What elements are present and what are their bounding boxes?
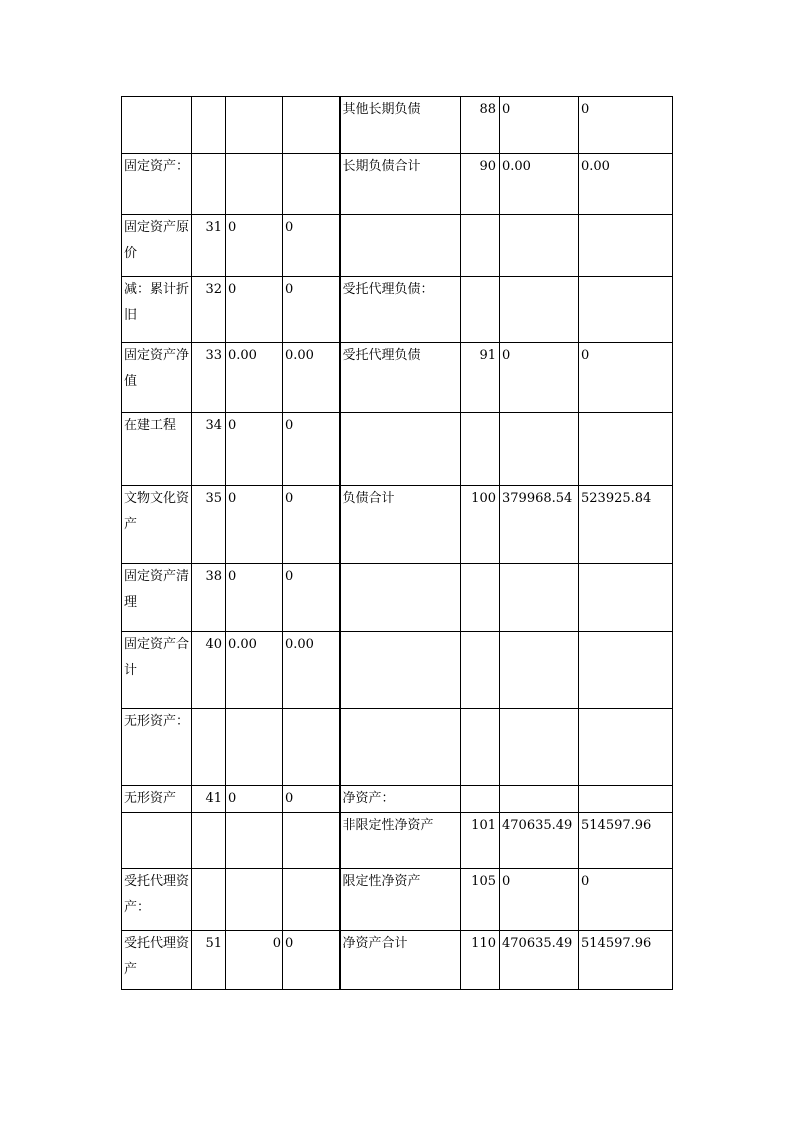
left-end-value bbox=[283, 709, 340, 786]
left-item-name: 固定资产净值 bbox=[122, 343, 192, 413]
table-row bbox=[122, 413, 673, 486]
right-begin-value: 379968.54 bbox=[500, 486, 579, 564]
right-line-no bbox=[461, 564, 500, 632]
left-begin-value: 0 bbox=[226, 931, 283, 990]
right-begin-value bbox=[500, 709, 579, 786]
left-end-value: 0 bbox=[283, 486, 340, 564]
left-end-value bbox=[283, 869, 340, 931]
right-end-value bbox=[579, 413, 673, 486]
table-row bbox=[122, 97, 673, 154]
left-line-no: 41 bbox=[192, 786, 226, 813]
left-end-value: 0 bbox=[283, 564, 340, 632]
table-row bbox=[122, 709, 673, 786]
right-end-value: 0 bbox=[579, 97, 673, 154]
right-line-no: 91 bbox=[461, 343, 500, 413]
right-item-name: 负债合计 bbox=[340, 486, 461, 564]
right-end-value: 0 bbox=[579, 343, 673, 413]
left-begin-value: 0 bbox=[226, 564, 283, 632]
table-row bbox=[122, 869, 673, 931]
left-begin-value: 0.00 bbox=[226, 343, 283, 413]
right-end-value bbox=[579, 632, 673, 709]
table-row bbox=[122, 632, 673, 709]
right-line-no: 90 bbox=[461, 154, 500, 215]
left-item-name bbox=[122, 813, 192, 869]
left-begin-value bbox=[226, 154, 283, 215]
right-line-no bbox=[461, 709, 500, 786]
left-begin-value: 0 bbox=[226, 486, 283, 564]
left-item-name bbox=[122, 97, 192, 154]
right-item-name: 长期负债合计 bbox=[340, 154, 461, 215]
left-end-value: 0 bbox=[283, 931, 340, 990]
table-row bbox=[122, 486, 673, 564]
left-begin-value bbox=[226, 813, 283, 869]
left-begin-value bbox=[226, 869, 283, 931]
right-line-no: 110 bbox=[461, 931, 500, 990]
table-row bbox=[122, 813, 673, 869]
left-line-no: 31 bbox=[192, 215, 226, 277]
left-item-name: 无形资产 bbox=[122, 786, 192, 813]
left-item-name: 固定资产： bbox=[122, 154, 192, 215]
table-row bbox=[122, 786, 673, 813]
balance-sheet-table bbox=[121, 96, 673, 990]
right-end-value: 523925.84 bbox=[579, 486, 673, 564]
left-item-name: 受托代理资产： bbox=[122, 869, 192, 931]
left-end-value: 0.00 bbox=[283, 343, 340, 413]
left-end-value: 0 bbox=[283, 277, 340, 343]
left-line-no bbox=[192, 97, 226, 154]
table-row bbox=[122, 931, 673, 990]
right-begin-value: 0 bbox=[500, 97, 579, 154]
right-begin-value: 470635.49 bbox=[500, 931, 579, 990]
right-begin-value bbox=[500, 277, 579, 343]
table-row bbox=[122, 343, 673, 413]
right-begin-value bbox=[500, 632, 579, 709]
right-end-value bbox=[579, 277, 673, 343]
table-row bbox=[122, 564, 673, 632]
left-begin-value: 0.00 bbox=[226, 632, 283, 709]
right-line-no: 100 bbox=[461, 486, 500, 564]
right-item-name: 净资产： bbox=[340, 786, 461, 813]
right-line-no bbox=[461, 413, 500, 486]
left-begin-value: 0 bbox=[226, 215, 283, 277]
right-item-name bbox=[340, 564, 461, 632]
left-line-no: 33 bbox=[192, 343, 226, 413]
right-item-name bbox=[340, 413, 461, 486]
left-item-name: 在建工程 bbox=[122, 413, 192, 486]
right-line-no bbox=[461, 632, 500, 709]
left-begin-value bbox=[226, 97, 283, 154]
right-item-name: 受托代理负债： bbox=[340, 277, 461, 343]
right-end-value: 514597.96 bbox=[579, 813, 673, 869]
left-line-no: 51 bbox=[192, 931, 226, 990]
left-line-no: 40 bbox=[192, 632, 226, 709]
right-begin-value: 0 bbox=[500, 343, 579, 413]
right-begin-value bbox=[500, 786, 579, 813]
right-end-value bbox=[579, 564, 673, 632]
left-end-value: 0 bbox=[283, 413, 340, 486]
left-end-value bbox=[283, 97, 340, 154]
left-line-no: 34 bbox=[192, 413, 226, 486]
left-item-name: 无形资产： bbox=[122, 709, 192, 786]
table-row bbox=[122, 154, 673, 215]
left-line-no bbox=[192, 709, 226, 786]
right-end-value: 0.00 bbox=[579, 154, 673, 215]
left-line-no bbox=[192, 154, 226, 215]
right-end-value bbox=[579, 215, 673, 277]
right-item-name: 受托代理负债 bbox=[340, 343, 461, 413]
left-item-name: 减：累计折旧 bbox=[122, 277, 192, 343]
right-begin-value bbox=[500, 564, 579, 632]
table-row bbox=[122, 215, 673, 277]
right-item-name bbox=[340, 632, 461, 709]
right-begin-value bbox=[500, 215, 579, 277]
left-item-name: 固定资产清理 bbox=[122, 564, 192, 632]
right-line-no bbox=[461, 277, 500, 343]
left-end-value: 0.00 bbox=[283, 632, 340, 709]
left-line-no: 32 bbox=[192, 277, 226, 343]
left-line-no: 38 bbox=[192, 564, 226, 632]
right-item-name bbox=[340, 215, 461, 277]
right-begin-value: 0 bbox=[500, 869, 579, 931]
right-item-name bbox=[340, 709, 461, 786]
right-begin-value: 470635.49 bbox=[500, 813, 579, 869]
table-row bbox=[122, 277, 673, 343]
left-end-value: 0 bbox=[283, 215, 340, 277]
left-item-name: 受托代理资产 bbox=[122, 931, 192, 990]
left-line-no bbox=[192, 869, 226, 931]
left-begin-value: 0 bbox=[226, 786, 283, 813]
right-line-no: 88 bbox=[461, 97, 500, 154]
right-line-no: 105 bbox=[461, 869, 500, 931]
right-end-value: 0 bbox=[579, 869, 673, 931]
right-item-name: 非限定性净资产 bbox=[340, 813, 461, 869]
right-begin-value: 0.00 bbox=[500, 154, 579, 215]
right-line-no bbox=[461, 215, 500, 277]
left-line-no bbox=[192, 813, 226, 869]
right-end-value bbox=[579, 786, 673, 813]
left-end-value: 0 bbox=[283, 786, 340, 813]
left-begin-value: 0 bbox=[226, 277, 283, 343]
left-end-value bbox=[283, 154, 340, 215]
right-end-value: 514597.96 bbox=[579, 931, 673, 990]
left-line-no: 35 bbox=[192, 486, 226, 564]
right-end-value bbox=[579, 709, 673, 786]
right-line-no bbox=[461, 786, 500, 813]
right-begin-value bbox=[500, 413, 579, 486]
right-line-no: 101 bbox=[461, 813, 500, 869]
left-item-name: 固定资产合计 bbox=[122, 632, 192, 709]
right-item-name: 净资产合计 bbox=[340, 931, 461, 990]
left-begin-value: 0 bbox=[226, 413, 283, 486]
left-begin-value bbox=[226, 709, 283, 786]
right-item-name: 其他长期负债 bbox=[340, 97, 461, 154]
left-item-name: 文物文化资产 bbox=[122, 486, 192, 564]
balance-sheet-body bbox=[122, 97, 673, 990]
right-item-name: 限定性净资产 bbox=[340, 869, 461, 931]
left-item-name: 固定资产原价 bbox=[122, 215, 192, 277]
left-end-value bbox=[283, 813, 340, 869]
